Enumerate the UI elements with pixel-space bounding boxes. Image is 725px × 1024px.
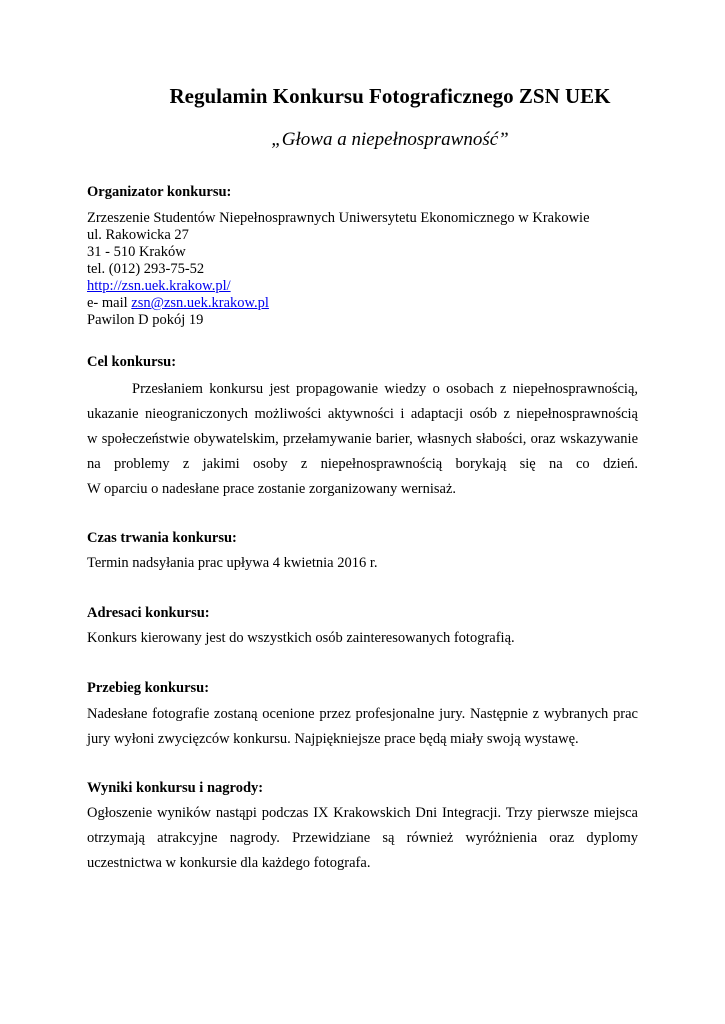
organizer-phone: tel. (012) 293-75-52 [87,261,205,277]
organizer-city: 31 - 510 Kraków [87,244,186,260]
document-subtitle: „Głowa a niepełnosprawność” [271,129,509,150]
goal-line: Przesłaniem konkursu jest propagowanie wiedzy o osobach z niepełnosprawnością, [132,381,638,397]
goal-heading: Cel konkursu: [87,354,177,370]
audience-text: Konkurs kierowany jest do wszystkich osób zainteresowanych fotografią. [87,630,515,646]
results-line: Ogłoszenie wyników nastąpi podczas IX Krakowskich Dni Integracji. Trzy pierwsze miejsca [87,805,638,821]
organizer-name: Zrzeszenie Studentów Niepełnosprawnych Uniwersytetu Ekonomicznego w Krakowie [87,210,590,226]
goal-line: na problemy z jakimi osoby z niepełnosprawnością borykają się na co dzień. [87,456,638,472]
results-line: otrzymają atrakcyjne nagrody. Przewidziane są również wyróżnienia oraz dyplomy [87,830,638,846]
goal-line: ukazanie nieograniczonych możliwości aktywności i adaptacji osób z niepełnosprawnością [87,406,638,422]
organizer-heading: Organizator konkursu: [87,184,232,200]
duration-heading: Czas trwania konkursu: [87,530,237,546]
audience-heading: Adresaci konkursu: [87,605,210,621]
organizer-street: ul. Rakowicka 27 [87,227,189,243]
goal-line: w społeczeństwie obywatelskim, przełamywanie barier, własnych słabości, oraz wskazywanie [87,431,638,447]
email-label: e- mail [87,295,128,311]
process-line: jury wyłoni zwycięzców konkursu. Najpiękniejsze prace będą miały swoją wystawę. [87,731,579,747]
goal-line: W oparciu o nadesłane prace zostanie zorganizowany wernisaż. [87,481,457,497]
duration-text: Termin nadsyłania prac upływa 4 kwietnia 2016 r. [87,555,378,571]
process-line: Nadesłane fotografie zostaną ocenione przez profesjonalne jury. Następnie z wybranych prac [87,706,638,722]
organizer-email-row [87,295,269,312]
organizer-room: Pawilon D pokój 19 [87,312,204,328]
email-link[interactable]: zsn@zsn.uek.krakow.pl [131,295,269,311]
organizer-website-row [87,278,231,295]
process-heading: Przebieg konkursu: [87,680,210,696]
results-heading: Wyniki konkursu i nagrody: [87,780,264,796]
results-line: uczestnictwa w konkursie dla każdego fotografa. [87,855,371,871]
website-link[interactable]: http://zsn.uek.krakow.pl/ [87,278,231,294]
document-title: Regulamin Konkursu Fotograficznego ZSN UEK [169,84,611,108]
